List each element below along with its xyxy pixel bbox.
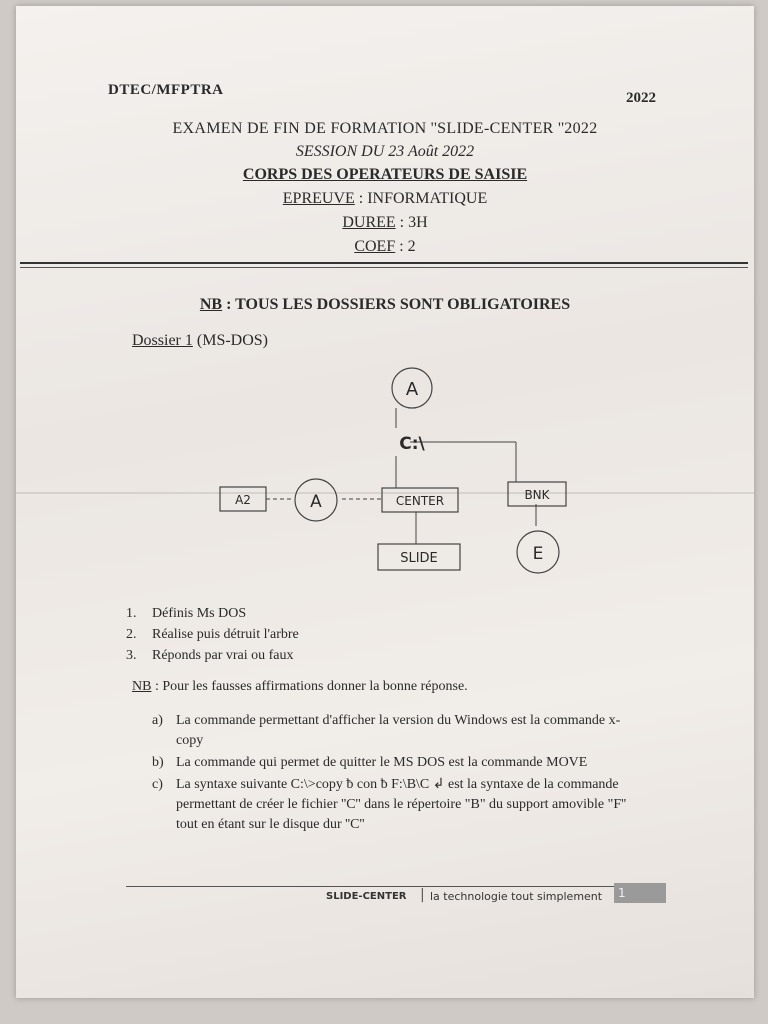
nb-instruction: [132, 679, 468, 695]
page-number: 1: [614, 883, 666, 903]
org-label: DTEC/MFPTRA: [108, 82, 224, 98]
dossier-heading: [132, 332, 268, 350]
node-slide-label: SLIDE: [400, 551, 438, 566]
footer-rule: [126, 886, 666, 887]
year-label: 2022: [626, 90, 656, 106]
footer-brand: SLIDE-CENTER: [326, 891, 407, 902]
node-mid-label: A: [310, 492, 322, 512]
exam-sheet: [16, 6, 754, 998]
question-item: 2. Réalise puis détruit l'arbre: [126, 627, 299, 642]
exam-title: EXAMEN DE FIN DE FORMATION ''SLIDE-CENTER ''2022: [172, 120, 598, 137]
nb-instruction-text: : Pour les fausses affirmations donner la bonne réponse.: [151, 679, 468, 694]
coef-line: [16, 238, 754, 256]
question-list: [126, 603, 299, 666]
question-item: 3. Réponds par vrai ou faux: [126, 648, 294, 663]
epreuve-label: EPREUVE: [282, 190, 355, 207]
footer-slogan: la technologie tout simplement: [430, 890, 603, 903]
node-center-label: CENTER: [395, 494, 445, 508]
header-rule-thin: [20, 267, 748, 268]
session-date: SESSION DU 23 Août 2022: [295, 143, 475, 160]
node-a2-label: A2: [235, 493, 251, 507]
node-top-label: A: [405, 379, 419, 400]
dossier-subject: (MS-DOS): [192, 332, 269, 349]
statement-list: [152, 711, 646, 835]
directory-tree-diagram: [196, 356, 576, 586]
coef-label: COEF: [354, 238, 396, 255]
statement-item: a) La commande permettant d'afficher la version du Windows est la commande x-copy: [152, 713, 621, 748]
node-root-label: C:\: [399, 434, 425, 454]
duree-value: : 3H: [395, 214, 428, 231]
statement-item: c) La syntaxe suivante C:\>copy ƀ con ƀ F:\B\C ↲ est la syntaxe de la commande permettant de créer le fichier ''C'' dans le répertoire "B" du support amovible "F'' tout en étant sur le disque dur ''C'': [152, 777, 627, 832]
corps-title: CORPS DES OPERATEURS DE SAISIE: [242, 166, 528, 183]
dossier-label: Dossier 1: [132, 332, 193, 349]
statement-item: b) La commande qui permet de quitter le MS DOS est la commande MOVE: [152, 755, 588, 770]
duree-label: DUREE: [342, 214, 396, 231]
nb-title-text: : TOUS LES DOSSIERS SONT OBLIGATOIRES: [222, 296, 571, 313]
nb-instruction-label: NB: [132, 679, 152, 694]
question-item: 1. Définis Ms DOS: [126, 606, 247, 621]
node-e-label: E: [532, 544, 544, 564]
duree-line: [16, 214, 754, 232]
epreuve-line: [16, 190, 754, 208]
node-bnk-label: BNK: [524, 488, 550, 502]
header-rule: [20, 262, 748, 264]
coef-value: : 2: [395, 238, 416, 255]
nb-title: [16, 296, 754, 314]
epreuve-value: : INFORMATIQUE: [354, 190, 488, 207]
footer-separator: |: [420, 887, 425, 903]
nb-title-label: NB: [199, 296, 223, 313]
